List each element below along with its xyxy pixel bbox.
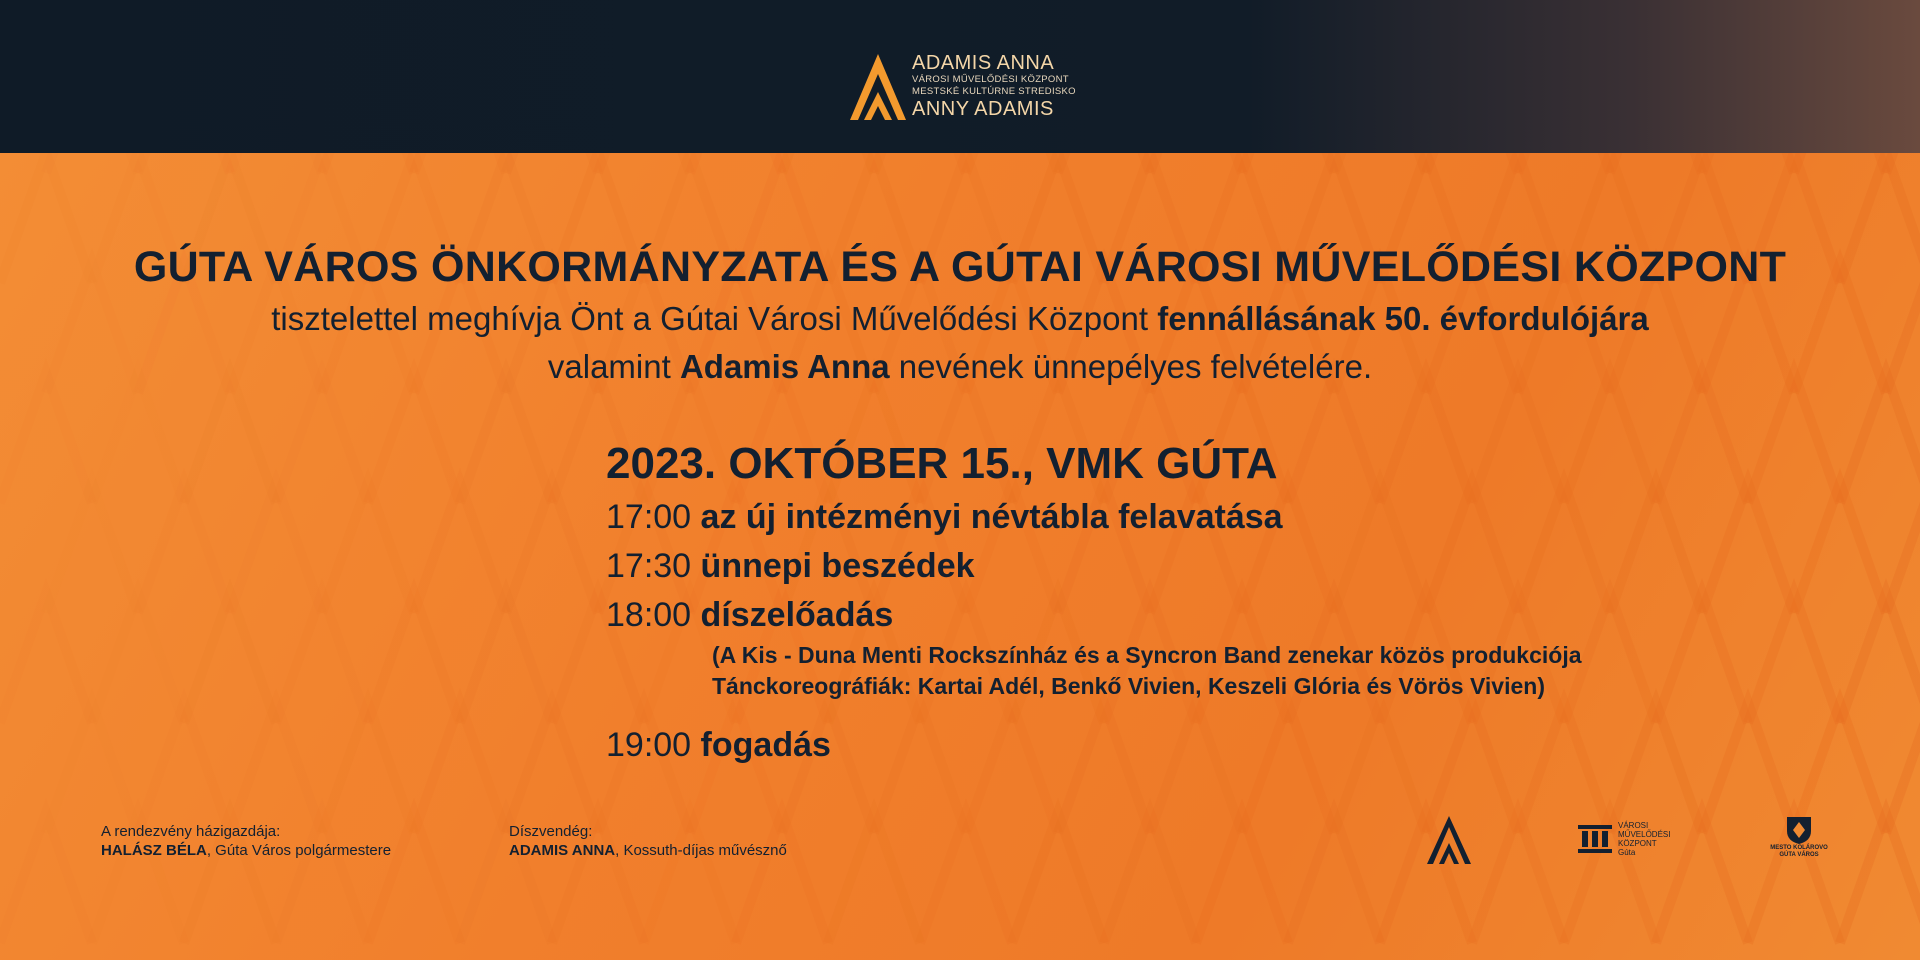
invitation-prefix: valamint — [547, 348, 671, 385]
invitation-suffix: nevének ünnepélyes felvételére. — [898, 348, 1373, 385]
schedule-item — [606, 721, 831, 769]
city-crest-icon — [1784, 815, 1814, 845]
guest-role: , Kossuth-díjas művésznő — [615, 842, 787, 859]
vmk-logo-line: KÖZPONT — [1618, 839, 1657, 848]
logo-name-sk: ANNY ADAMIS — [912, 98, 1054, 120]
host-role: , Gúta Város polgármestere — [206, 842, 392, 859]
guest-name: ADAMIS ANNA — [509, 842, 616, 859]
header-bar — [0, 0, 1920, 153]
guest-credit — [509, 822, 787, 860]
schedule-desc: fogadás — [700, 726, 831, 764]
host-label: A rendezvény házigazdája: — [101, 823, 281, 840]
schedule-time: 18:00 — [606, 596, 692, 634]
schedule-desc: az új intézményi névtábla felavatása — [700, 498, 1283, 536]
schedule-time: 19:00 — [606, 726, 692, 764]
vmk-logo — [1576, 821, 1676, 857]
anniversary-text: fennállásának 50. évfordulójára — [1157, 300, 1649, 337]
logo-name-hu: ADAMIS ANNA — [912, 52, 1055, 74]
schedule-time: 17:30 — [606, 547, 692, 585]
performance-note-2: Tánckoreográfiák: Kartai Adél, Benkő Vivien, Keszeli Glória és Vörös Vivien) — [712, 673, 1545, 699]
schedule-item — [606, 542, 975, 590]
honoree-name: Adamis Anna — [679, 348, 890, 385]
city-logo — [1768, 815, 1830, 863]
header-logo — [848, 52, 1078, 124]
schedule-desc: díszelőadás — [700, 596, 894, 634]
schedule-desc: ünnepi beszédek — [700, 547, 975, 585]
logo-subtitle-hu: VÁROSI MŰVELŐDÉSI KÖZPONT — [912, 74, 1069, 85]
performance-note-1: (A Kis - Duna Menti Rockszínház és a Syncron Band zenekar közös produkciója — [712, 642, 1582, 668]
chevron-a-icon — [848, 52, 908, 122]
event-title: GÚTA VÁROS ÖNKORMÁNYZATA ÉS A GÚTAI VÁROSI MŰVELŐDÉSI KÖZPONT — [133, 243, 1787, 291]
vmk-logo-line: Gúta — [1618, 848, 1636, 857]
chevron-a-icon — [1426, 815, 1472, 865]
host-credit — [101, 822, 391, 860]
vmk-logo-line: MŰVELŐDÉSI — [1618, 830, 1671, 839]
logo-subtitle-sk: MESTSKÉ KULTÚRNE STREDISKO — [912, 86, 1076, 97]
main-panel — [0, 153, 1920, 960]
invitation-line-2 — [0, 343, 1920, 391]
schedule-time: 17:00 — [606, 498, 692, 536]
host-name: HALÁSZ BÉLA — [101, 842, 207, 859]
event-date: 2023. OKTÓBER 15., VMK GÚTA — [606, 439, 1278, 488]
city-logo-line: MESTO KOLÁROVO — [1770, 845, 1828, 851]
schedule-item — [606, 493, 1283, 541]
invitation-line-1 — [0, 295, 1920, 343]
vmk-logo-line: VÁROSI — [1618, 821, 1649, 830]
guest-label: Díszvendég: — [509, 823, 593, 840]
schedule-item — [606, 591, 893, 639]
vmk-emblem-icon — [1576, 821, 1614, 855]
city-logo-line: GÚTA VÁROS — [1779, 852, 1819, 858]
invitation-text: tisztelettel meghívja Önt a Gútai Városi Művelődési Központ — [271, 300, 1149, 337]
